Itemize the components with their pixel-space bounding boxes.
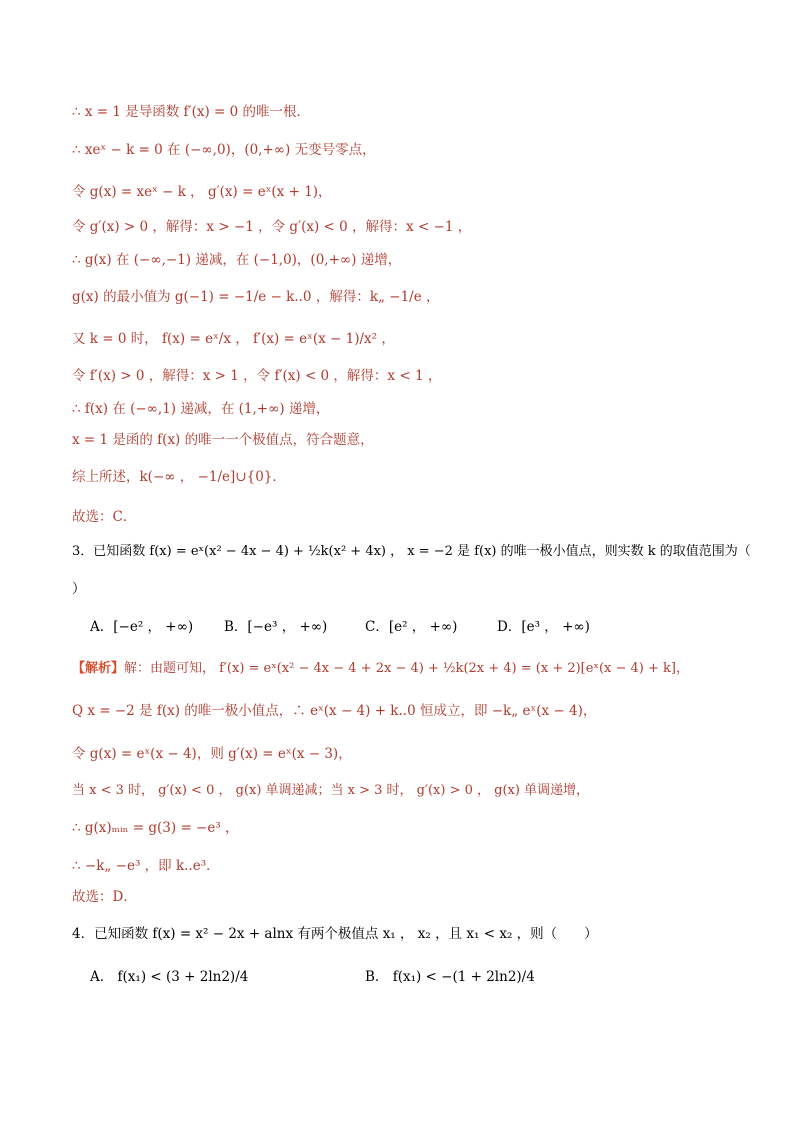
option-a: A． f(x₁) < (3 + 2ln2)/4	[90, 969, 249, 985]
solution-line: 令 f′(x) > 0 ，解得：x > 1 ，令 f′(x) < 0 ，解得：x < 1 ，	[72, 368, 442, 384]
solution-line: g(x) 的最小值为 g(−1) = −1/e − k..0 ，解得：k„ −1/e ，	[72, 289, 440, 305]
option-b: B． f(x₁) < −(1 + 2ln2)/4	[365, 969, 535, 985]
question-stem: 4．已知函数 f(x) = x² − 2x + alnx 有两个极值点 x₁ ， x₂ ，且 x₁ < x₂ ，则（ ）	[72, 926, 598, 942]
analysis-line: ∴ g(x)ₘᵢₙ = g(3) = −e³ ，	[72, 820, 239, 836]
analysis-text: 解：由题可知， f′(x) = eˣ(x² − 4x − 4 + 2x − 4) + ½k(2x + 4) = (x + 2)[eˣ(x − 4) + k]，	[124, 661, 689, 676]
answer-line: 故选：D．	[72, 889, 137, 905]
option-a: A．[−e² ， +∞)	[90, 619, 194, 635]
analysis-line: 当 x < 3 时， g′(x) < 0 ， g(x) 单调递减；当 x > 3 时， g′(x) > 0 ， g(x) 单调递增，	[72, 783, 590, 798]
solution-line: ∴ f(x) 在 (−∞,1) 递减，在 (1,+∞) 递增，	[72, 401, 330, 417]
solution-line: x = 1 是函的 f(x) 的唯一一个极值点，符合题意，	[72, 432, 374, 448]
solution-line: ∴ xeˣ − k = 0 在 (−∞,0)，(0,+∞) 无变号零点，	[72, 142, 376, 158]
solution-line: 综上所述，k(−∞ ， −1/e]∪{0}．	[72, 469, 286, 485]
solution-line: ∴ g(x) 在 (−∞,−1) 递减，在 (−1,0)，(0,+∞) 递增，	[72, 252, 402, 268]
option-c: C．[e² ， +∞)	[365, 619, 458, 635]
analysis-line: Q x = −2 是 f(x) 的唯一极小值点，∴ eˣ(x − 4) + k..0 恒成立，即 −k„ eˣ(x − 4)，	[72, 703, 597, 719]
question-stem-end: ）	[72, 581, 86, 597]
solution-line: 又 k = 0 时， f(x) = eˣ/x ， f′(x) = eˣ(x − 1)/x² ，	[72, 331, 395, 347]
analysis-line: 令 g(x) = eˣ(x − 4)，则 g′(x) = eˣ(x − 3)，	[72, 746, 352, 762]
question-stem: 3．已知函数 f(x) = eˣ(x² − 4x − 4) + ½k(x² + 4x) ， x = −2 是 f(x) 的唯一极小值点，则实数 k 的取值范围为（	[72, 544, 751, 559]
option-b: B．[−e³ ， +∞)	[224, 619, 328, 635]
solution-line: 令 g(x) = xeˣ − k ， g′(x) = eˣ(x + 1)，	[72, 184, 332, 200]
option-d: D．[e³ ， +∞)	[497, 619, 590, 635]
solution-line: 令 g′(x) > 0 ，解得：x > −1 ，令 g′(x) < 0 ，解得：x < −1 ，	[72, 219, 472, 235]
analysis-line-1	[72, 660, 689, 678]
answer-line: 故选：C．	[72, 509, 137, 525]
solution-line: ∴ x = 1 是导函数 f′(x) = 0 的唯一根．	[72, 104, 311, 120]
analysis-line: ∴ −k„ −e³ ，即 k..e³．	[72, 858, 220, 874]
analysis-tag: 【解析】	[72, 661, 125, 676]
